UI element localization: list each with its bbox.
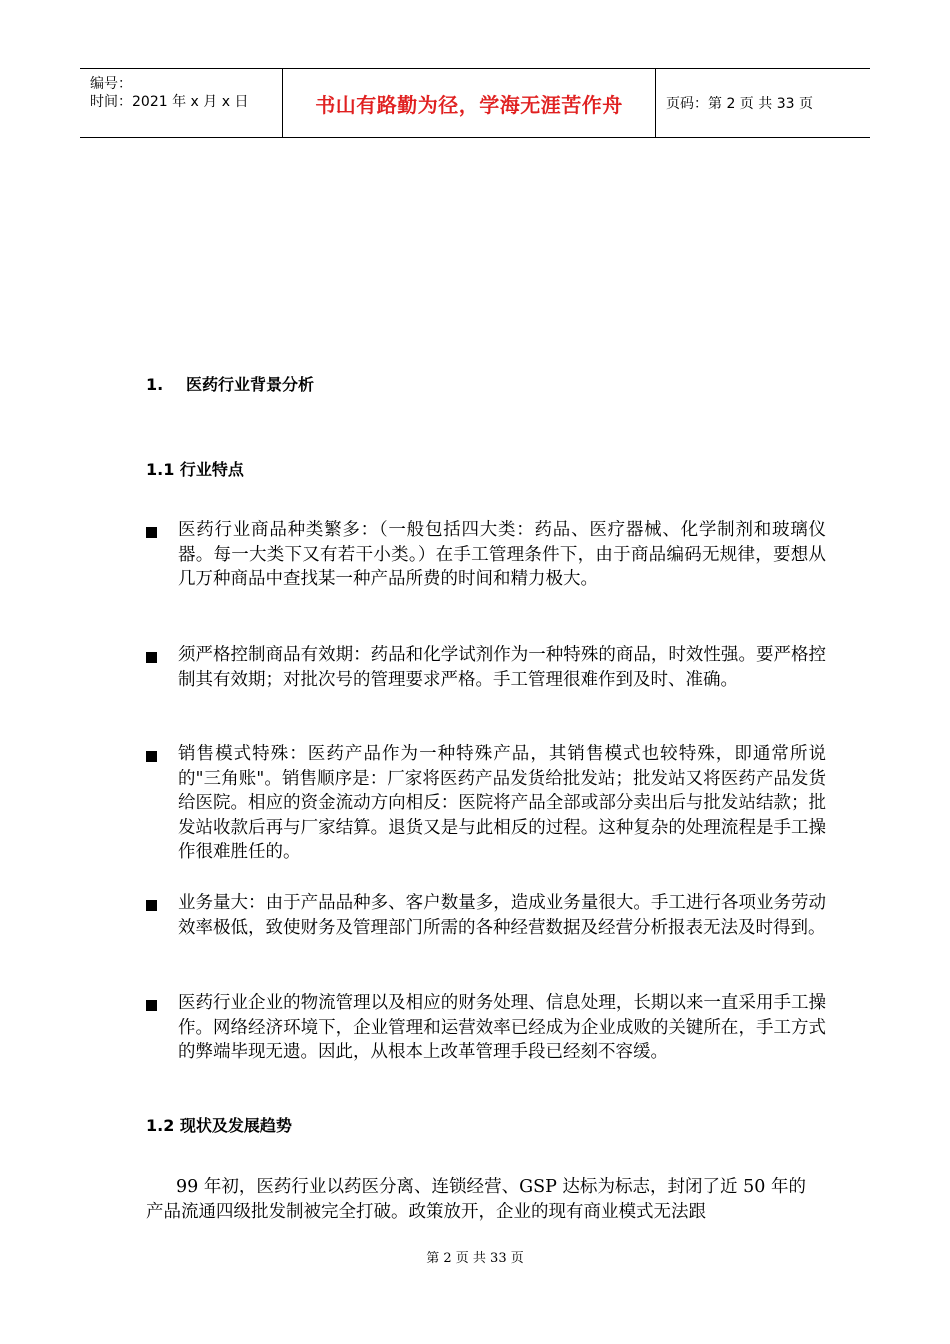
motto-text: 书山有路勤为径，学海无涯苦作舟 (315, 92, 623, 117)
square-bullet-icon (146, 900, 157, 911)
bullet-text: 医药行业商品种类繁多：（一般包括四大类：药品、医疗器械、化学制剂和玻璃仪器。每一大类下又有若干小类。）在手工管理条件下，由于商品编码无规律，要想从几万种商品中查找某一种产品所费的时间和精力极大。 (178, 520, 826, 589)
square-bullet-icon (146, 751, 157, 762)
header-page-cell (656, 69, 870, 137)
bullet-item (146, 991, 826, 1065)
bullet-item (146, 891, 826, 940)
body-paragraph: 99 年初，医药行业以药医分离、连锁经营、GSP 达标为标志，封闭了近 50 年的产品流通四级批发制被完全打破。政策放开，企业的现有商业模式无法跟 (146, 1177, 806, 1222)
bullet-text: 业务量大：由于产品品种多、客户数量多，造成业务量很大。手工进行各项业务劳动效率极低，致使财务及管理部门所需的各种经营数据及经营分析报表无法及时得到。 (178, 893, 826, 938)
bullet-item (146, 518, 826, 592)
page-label: 页码：第 2 页 共 33 页 (666, 96, 813, 112)
subsection-heading-1-1: 1.1 行业特点 (146, 460, 244, 479)
square-bullet-icon (146, 652, 157, 663)
header-table (80, 68, 870, 138)
time-label: 时间：2021 年 x 月 x 日 (90, 94, 249, 110)
subsection-heading-1-2: 1.2 现状及发展趋势 (146, 1116, 292, 1135)
section-title: 医药行业背景分析 (186, 375, 315, 394)
square-bullet-icon (146, 527, 157, 538)
number-label: 编号： (90, 76, 132, 92)
bullet-text: 销售模式特殊：医药产品作为一种特殊产品，其销售模式也较特殊，即通常所说的"三角账"。销售顺序是：厂家将医药产品发货给批发站；批发站又将医药产品发货给医院。相应的资金流动方向相反：医院将产品全部或部分卖出后与批发站结款；批发站收款后再与厂家结算。退货又是与此相反的过程。这种复杂的处理流程是手工操作很难胜任的。 (178, 744, 826, 862)
header-motto-cell (283, 69, 656, 137)
bullet-text: 须严格控制商品有效期：药品和化学试剂作为一种特殊的商品，时效性强。要严格控制其有效期；对批次号的管理要求严格。手工管理很难作到及时、准确。 (178, 645, 826, 690)
bullet-item (146, 742, 826, 865)
square-bullet-icon (146, 1000, 157, 1011)
section-heading (146, 372, 314, 395)
page-footer: 第 2 页 共 33 页 (426, 1251, 524, 1266)
bullet-item (146, 643, 826, 692)
bullet-text: 医药行业企业的物流管理以及相应的财务处理、信息处理，长期以来一直采用手工操作。网络经济环境下，企业管理和运营效率已经成为企业成败的关键所在，手工方式的弊端毕现无遗。因此，从根本上改革管理手段已经刻不容缓。 (178, 993, 826, 1062)
section-number: 1. (146, 375, 164, 394)
header-info-cell (80, 69, 283, 137)
